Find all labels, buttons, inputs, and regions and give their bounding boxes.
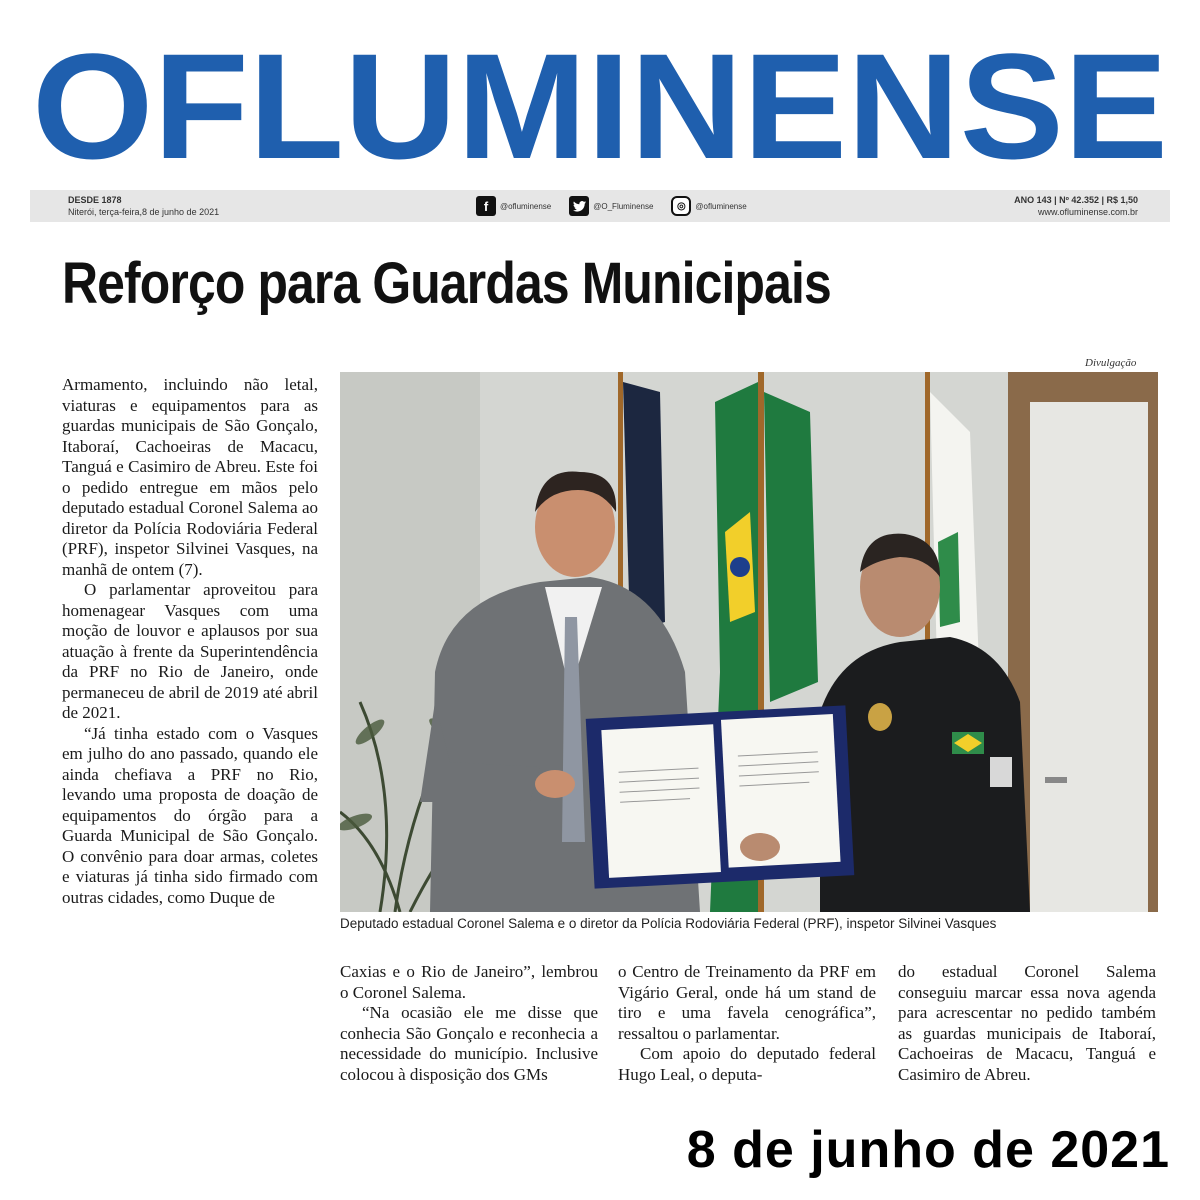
website-link[interactable]: www.ofluminense.com.br bbox=[1037, 207, 1138, 217]
paragraph: Com apoio do deputado federal Hugo Leal, o deputa- bbox=[618, 1044, 876, 1084]
edition-info: ANO 143 | Nº 42.352 | R$ 1,50 bbox=[1014, 195, 1138, 205]
strip-left bbox=[68, 194, 219, 218]
article-column-3 bbox=[618, 962, 876, 1085]
twitter-link[interactable] bbox=[569, 196, 653, 216]
paragraph: “Na ocasião ele me disse que conhecia São Gonçalo e reconhecia a necessidade do município. Inclusive colocou à disposição dos GMs bbox=[340, 1003, 598, 1084]
instagram-icon: ◎ bbox=[671, 196, 691, 216]
twitter-icon bbox=[569, 196, 589, 216]
strip-right bbox=[1014, 194, 1138, 218]
paragraph: O parlamentar aproveitou para homenagear Vasques com uma moção de louvor e aplausos por sua atuação à frente da Superintendência da PRF no Rio de Janeiro, onde permaneceu de abril de 2019 até abril de 2021. bbox=[62, 580, 318, 722]
facebook-handle: @ofluminense bbox=[500, 201, 552, 211]
photo-credit: Divulgação bbox=[1085, 357, 1137, 369]
twitter-handle: @O_Fluminense bbox=[593, 201, 654, 211]
newspaper-logo bbox=[30, 40, 1170, 180]
paragraph: “Já tinha estado com o Vasques em julho do ano passado, quando ele ainda chefiava a PRF no Rio, levando uma proposta de doação de equipamentos do órgão para a Guarda Municipal de São Gonçalo. O convênio para doar armas, coletes e viaturas já tinha sido firmado com outras cidades, como Duque de bbox=[62, 723, 318, 907]
article-column-4 bbox=[898, 962, 1156, 1085]
paragraph: Armamento, incluindo não letal, viaturas e equipamentos para as guardas municipais de São Gonçalo, Itaboraí, Cachoeiras de Macacu, Tanguá e Casimiro de Abreu. Este foi o pedido entregue em mãos pelo deputado estadual Coronel Salema ao diretor da Polícia Rodoviária Federal (PRF), inspetor Silvinei Vasques, na manhã de ontem (7). bbox=[62, 375, 318, 579]
masthead-info-strip bbox=[30, 190, 1170, 222]
article-photo bbox=[340, 372, 1158, 912]
instagram-handle: @ofluminense bbox=[695, 201, 747, 211]
article-headline: Reforço para Guardas Municipais bbox=[62, 251, 831, 316]
article-column-1 bbox=[62, 375, 318, 908]
paragraph: Caxias e o Rio de Janeiro”, lembrou o Coronel Salema. bbox=[340, 962, 598, 1002]
instagram-link[interactable] bbox=[671, 196, 746, 216]
photo-caption: Deputado estadual Coronel Salema e o diretor da Polícia Rodoviária Federal (PRF), inspetor Silvinei Vasques bbox=[340, 916, 997, 931]
social-links bbox=[476, 196, 747, 216]
date-overlay: 8 de junho de 2021 bbox=[686, 1121, 1170, 1179]
facebook-icon: f bbox=[476, 196, 496, 216]
paragraph: do estadual Coronel Salema conseguiu marcar essa nova agenda para acrescentar no pedido também as guardas municipais de Itaboraí, Cachoeiras de Macacu, Tanguá e Casimiro de Abreu. bbox=[898, 962, 1156, 1084]
article-column-2 bbox=[340, 962, 598, 1085]
facebook-link[interactable] bbox=[476, 196, 551, 216]
paragraph: o Centro de Treinamento da PRF em Vigário Geral, onde há um stand de tiro e uma favela cenográfica”, ressaltou o parlamentar. bbox=[618, 962, 876, 1043]
place-date: Niterói, terça-feira,8 de junho de 2021 bbox=[68, 207, 220, 217]
since-label: DESDE 1878 bbox=[68, 195, 122, 205]
logo-text: OFLUMINENSE bbox=[32, 40, 1168, 180]
